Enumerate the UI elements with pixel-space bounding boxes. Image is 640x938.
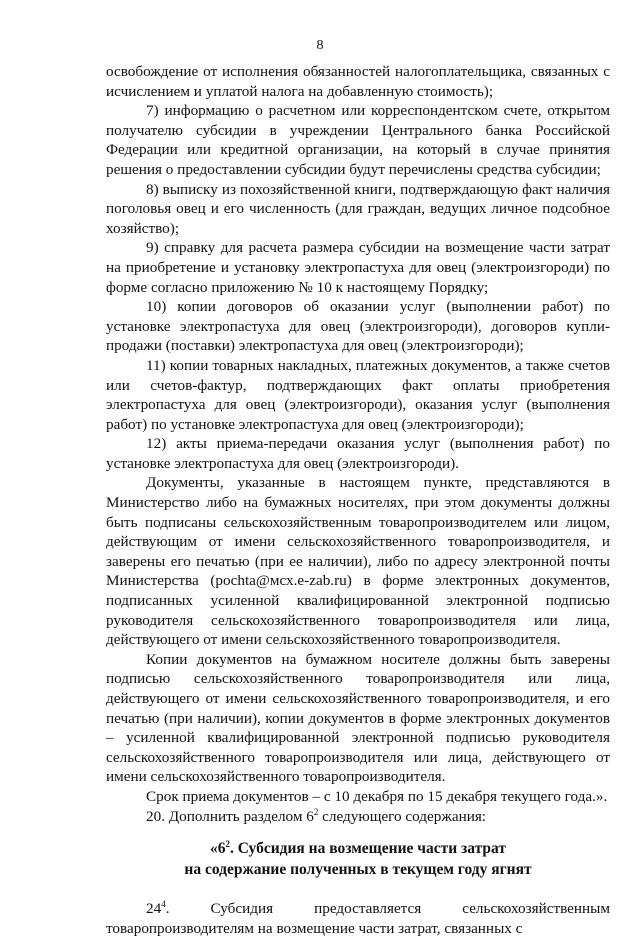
paragraph: 11) копии товарных накладных, платежных документов, а также счетов или счетов-фактур, подтверждающих факт оплаты приобретения электропастуха для овец (электроизгороди), оказания услуг (выполнения работ) по установке электропастуха для овец (электроизгороди);: [106, 356, 610, 433]
paragraph: Срок приема документов – с 10 декабря по 15 декабря текущего года.».: [146, 787, 608, 805]
paragraph: [106, 807, 610, 827]
paragraph: 10) копии договоров об оказании услуг (выполнении работ) по установке электропастуха для овец (электроизгороди), договоров купли-продажи (поставки) электропастуха для овец (электроизгороди);: [106, 298, 610, 355]
paragraph: 12) акты приема-передачи оказания услуг (выполнения работ) по установке электропастуха для овец (электроизгороди).: [106, 435, 610, 472]
superscript: 2: [313, 806, 319, 817]
heading-text: «6: [209, 840, 226, 858]
paragraph: 8) выписку из похозяйственной книги, подтверждающую факт наличия поголовья овец и его численность (для граждан, ведущих личное подсобное хозяйство);: [106, 180, 610, 237]
paragraph: 9) справку для расчета размера субсидии на возмещение части затрат на приобретение и установку электропастуха для овец (электроизгороди) по форме согласно приложению № 10 к настоящему Порядку;: [106, 239, 610, 296]
paragraph-text: . Субсидия предоставляется сельскохозяйственным товаропроизводителям на возмещение части затрат, связанных с: [106, 900, 610, 937]
superscript: 2: [225, 839, 230, 849]
heading-text: . Субсидия на возмещение части затрат: [229, 840, 507, 858]
superscript: 4: [161, 899, 166, 910]
document-body: [106, 62, 610, 938]
paragraph-number: 24: [146, 900, 162, 918]
paragraph: Копии документов на бумажном носителе должны быть заверены подписью сельскохозяйственного товаропроизводителя или лица, действующего от имени сельскохозяйственного товаропроизводителя, и его печатью (при наличии), копии документов в форме электронных документов – усиленной квалифицированной электронной подписью руководителя сельскохозяйственного товаропроизводителя или лица, действующего от имени сельскохозяйственного товаропроизводителя.: [106, 650, 610, 786]
heading-line: на содержание полученных в текущем году ягнят: [184, 861, 532, 879]
paragraph-text: следующего содержания:: [318, 807, 487, 825]
paragraph: Документы, указанные в настоящем пункте, представляются в Министерство либо на бумажных носителях, при этом документы должны быть подписаны сельскохозяйственным товаропроизводителем или лицом, действующим от имени сельскохозяйственного товаропроизводителя, и заверены его печатью (при ее наличии), либо по адресу электронной почты Министерства (pochta@мсх.e-zab.ru) в форме электронных документов, подписанных усиленной квалифицированной электронной подписью руководителя сельскохозяйственного товаропроизводителя или лица, действующего от имени сельскохозяйственного товаропроизводителя.: [106, 474, 610, 649]
section-heading: [106, 838, 610, 880]
paragraph-text: 20. Дополнить разделом 6: [146, 807, 314, 825]
page-number: 8: [316, 38, 324, 53]
paragraph: освобождение от исполнения обязанностей налогоплательщика, связанных с исчислением и уплатой налога на добавленную стоимость);: [106, 63, 610, 100]
paragraph: 7) информацию о расчетном или корреспондентском счете, открытом получателю субсидии в учреждении Центрального банка Российской Федерации или кредитной организации, на который в случае принятия решения о предоставлении субсидии будут перечислены средства субсидии;: [106, 102, 610, 178]
heading-line: [106, 838, 610, 859]
